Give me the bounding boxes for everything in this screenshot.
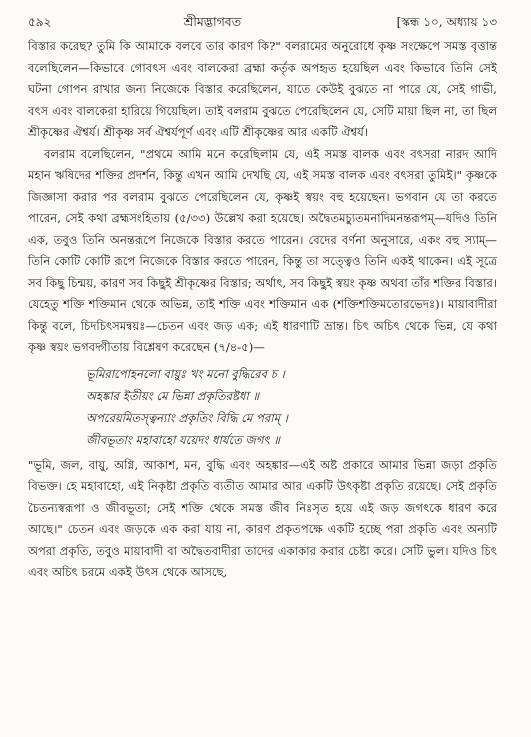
running-header <box>28 14 497 36</box>
sanskrit-verse <box>86 363 497 451</box>
page-number: ৫৯২ <box>28 15 52 29</box>
paragraph: বিস্তার করেছ? তুমি কি আমাকে বলবে তার কারণ কি?" বলরামের অনুরোধে কৃষ্ণ সংক্ষেপে সমস্ত বৃত্তান্ত বলেছিলেন—কিভাবে গোবৎস এবং বালকেরা ব্রহ্মা কর্তৃক অপহৃত হয়েছিল এবং কিভাবে তিনি সেই ঘটনা গোপন রাখার জন্য নিজেকে বিস্তার করেছিলেন, যাতে কেউই বুঝতে না পারে যে, সেই গাভী, বৎস এবং বালকেরা হারিয়ে গিয়েছিল। তাই বলরাম বুঝতে পেরেছিলেন যে, সেটি মায়া ছিল না, তা ছিল শ্রীকৃষ্ণের ঐশ্বর্য। শ্রীকৃষ্ণ সর্ব ঐশ্বর্যপূর্ণ এবং এটি শ্রীকৃষ্ণের আর একটি ঐশ্বর্য। <box>28 39 497 139</box>
paragraph: "ভূমি, জল, বায়ু, অগ্নি, আকাশ, মন, বুদ্ধি এবং অহঙ্কার—এই অষ্ট প্রকারে আমার ভিন্না জড়া প্রকৃতি বিভক্ত। হে মহাবাহো, এই নিকৃষ্টা প্রকৃতি ব্যতীত আমার আর একটি উৎকৃষ্টা প্রকৃতি রয়েছে। সেই প্রকৃতি চৈতন্যস্বরূপা ও জীবভূতা; সেই শক্তি থেকে সমস্ত জীব নিঃসৃত হয়ে এই জড় জগৎকে ধারণ করে আছে।" চেতন এবং জড়কে এক করা যায় না, কারণ প্রকৃতপক্ষে একটি হচ্ছে পরা প্রকৃতি এবং অন্যটি অপরা প্রকৃতি, তবুও মায়াবাদী বা অদ্বৈতবাদীরা তাদের একাকার করার চেষ্টা করে। সেটি ভুল। যদিও চিৎ এবং অচিৎ চরমে একই উৎস থেকে আসছে, <box>28 457 497 579</box>
verse-line: ভূমিরাপোহনলো বায়ুঃ খং মনো বুদ্ধিরেব চ । <box>86 366 285 381</box>
verse-line: জীবভূতাং মহাবাহো যয়েদং ধার্যতে জগৎ ॥ <box>86 432 280 447</box>
book-title: শ্রীমদ্ভাগবত <box>183 14 242 29</box>
verse-line: অপরেয়মিতস্ত্বন্যাং প্রকৃতিং বিদ্ধি মে পরাম্ । <box>86 410 288 425</box>
verse-line: অহঙ্কার ইতীয়ং মে ভিন্না প্রকৃতিরষ্টধা ॥ <box>86 388 260 403</box>
page-body <box>28 36 497 584</box>
paragraph: বলরাম বলেছিলেন, "প্রথমে আমি মনে করেছিলাম যে, এই সমস্ত বালক এবং বৎসরা নারদ আদি মহান ঋষিদের শক্তির প্রদর্শন, কিন্তু এখন আমি দেখছি যে, এই সমস্ত বালক এবং বৎসরা তুমিই।" কৃষ্ণকে জিজ্ঞাসা করার পর বলরাম বুঝতে পেরেছিলেন যে, কৃষ্ণই স্বয়ং বহু হয়েছেন। ভগবান যে তা করতে পারেন, সেই কথা ব্রহ্মসংহিতায় (৫/৩৩) উল্লেখ করা হয়েছে। অদ্বৈতমচ্যুতমনাদিমনন্তরূপম্—যদিও তিনি এক, তবুও তিনি অনন্তরূপে নিজেকে বিস্তার করতে পারেন। বেদের বর্ণনা অনুসারে, একং বহু স্যাম্—তিনি কোটি কোটি রূপে নিজেকে বিস্তার করতে পারেন, কিন্তু তা সত্ত্বেও তিনি একই থাকেন। এই সূত্রে সব কিছু চিন্ময়, কারণ সব কিছুই শ্রীকৃষ্ণের বিস্তার; অর্থাৎ, সব কিছুই স্বয়ং কৃষ্ণ অথবা তাঁর শক্তির বিস্তার। যেহেতু শক্তি শক্তিমান থেকে অভিন্ন, তাই শক্তি এবং শক্তিমান এক (শক্তিশক্তিমতোরভেদঃ)। মায়াবাদীরা কিন্তু বলে, চিদচিৎসমন্বয়ঃ—চেতন এবং জড় এক; এই ধারণাটি ভ্রান্ত। চিৎ অচিৎ থেকে ভিন্ন, যে কথা কৃষ্ণ স্বয়ং ভগবদ্গীতায় বিশ্লেষণ করেছেন (৭/৪-৫)— <box>28 146 497 354</box>
chapter-reference: [স্কন্ধ ১০, অধ্যায় ১৩ <box>396 15 497 29</box>
